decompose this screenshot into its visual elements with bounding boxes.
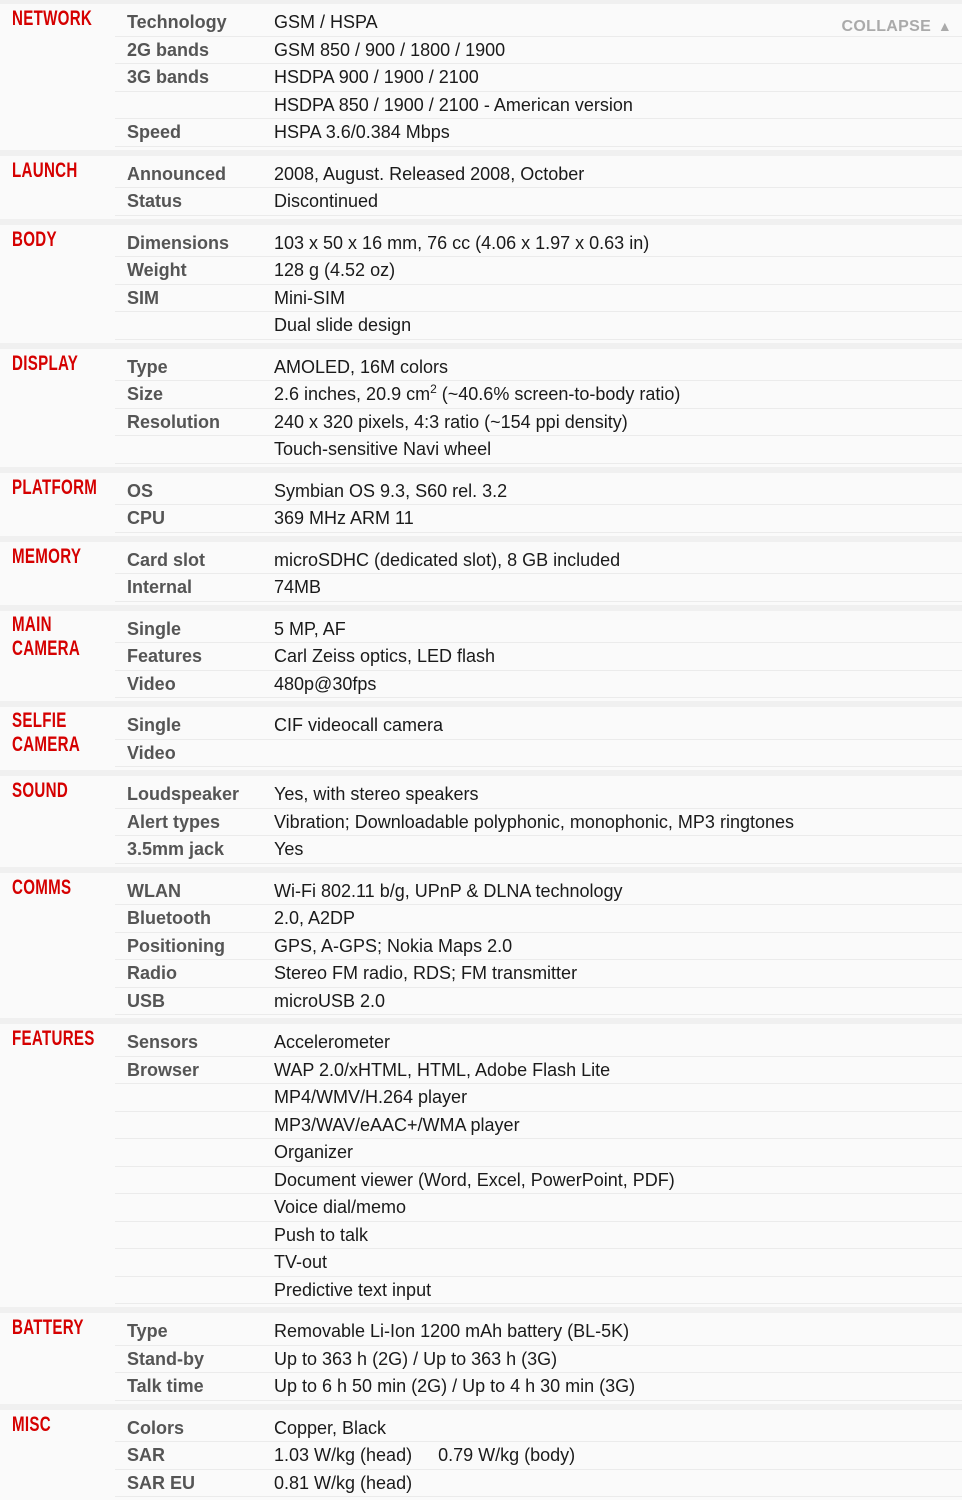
- spec-row: [0, 988, 962, 1016]
- spec-value-text: 480p@30fps: [274, 674, 376, 694]
- collapse-label: COLLAPSE: [842, 18, 932, 35]
- spec-row: [0, 354, 962, 382]
- spec-value-text: Up to 6 h 50 min (2G) / Up to 4 h 30 min (3G): [274, 1376, 635, 1396]
- spec-label[interactable]: Speed: [127, 122, 181, 143]
- spec-row: [0, 478, 962, 506]
- spec-value: [274, 1418, 386, 1439]
- spec-value: [274, 164, 584, 185]
- spec-value-text: 1.03 W/kg (head): [274, 1445, 412, 1465]
- spec-value: [274, 1252, 327, 1273]
- spec-value: [274, 357, 448, 378]
- spec-label[interactable]: Card slot: [127, 550, 205, 571]
- category-label: SOUND: [12, 779, 68, 803]
- spec-value-text: 5 MP, AF: [274, 619, 346, 639]
- row-divider: [115, 697, 962, 698]
- spec-value: [274, 288, 345, 309]
- spec-value-text: WAP 2.0/xHTML, HTML, Adobe Flash Lite: [274, 1060, 610, 1080]
- category-label: MAIN: [12, 613, 80, 637]
- spec-value-text: 0.81 W/kg (head): [274, 1473, 412, 1493]
- spec-value-text: Voice dial/memo: [274, 1197, 406, 1217]
- spec-row: [0, 436, 962, 464]
- row-divider: [115, 1496, 962, 1497]
- spec-value: [274, 508, 414, 529]
- spec-value-text: CIF videocall camera: [274, 715, 443, 735]
- spec-row: [0, 836, 962, 864]
- spec-value: [274, 40, 505, 61]
- spec-label[interactable]: Type: [127, 357, 168, 378]
- spec-value-text: HSDPA 850 / 1900 / 2100 - American version: [274, 95, 633, 115]
- spec-section-battery: [0, 1313, 962, 1404]
- spec-row: [0, 161, 962, 189]
- spec-value-text: Carl Zeiss optics, LED flash: [274, 646, 495, 666]
- spec-value: [274, 715, 443, 736]
- spec-label[interactable]: Features: [127, 646, 202, 667]
- spec-value-text: microSDHC (dedicated slot), 8 GB included: [274, 550, 620, 570]
- spec-label[interactable]: Talk time: [127, 1376, 204, 1397]
- spec-section-platform: [0, 473, 962, 536]
- spec-value: [274, 67, 479, 88]
- spec-value: [274, 233, 649, 254]
- spec-label[interactable]: WLAN: [127, 881, 181, 902]
- row-divider: [115, 215, 962, 216]
- spec-row: [0, 1277, 962, 1305]
- spec-value-text: 369 MHz ARM 11: [274, 508, 414, 528]
- spec-section-features: [0, 1024, 962, 1307]
- spec-row: [0, 1222, 962, 1250]
- spec-row: [0, 1415, 962, 1443]
- spec-value: [274, 674, 376, 695]
- category-label: PLATFORM: [12, 476, 97, 500]
- spec-label[interactable]: 2G bands: [127, 40, 209, 61]
- spec-value-text: Dual slide design: [274, 315, 411, 335]
- spec-label[interactable]: Status: [127, 191, 182, 212]
- spec-value-text: HSDPA 900 / 1900 / 2100: [274, 67, 479, 87]
- spec-row: [0, 616, 962, 644]
- spec-value-text: GSM / HSPA: [274, 12, 378, 32]
- spec-value: [274, 1087, 467, 1108]
- spec-row: [0, 878, 962, 906]
- category-label: SELFIE: [12, 709, 80, 733]
- category-label: NETWORK: [12, 7, 92, 31]
- spec-label[interactable]: Positioning: [127, 936, 225, 957]
- spec-value: [274, 908, 355, 929]
- spec-row: [0, 119, 962, 147]
- spec-label[interactable]: CPU: [127, 508, 165, 529]
- spec-value-text: Accelerometer: [274, 1032, 390, 1052]
- row-divider: [115, 146, 962, 147]
- spec-value-text: Symbian OS 9.3, S60 rel. 3.2: [274, 481, 507, 501]
- spec-label[interactable]: Radio: [127, 963, 177, 984]
- spec-value: [274, 936, 512, 957]
- spec-value: [274, 1376, 635, 1397]
- spec-row: [0, 1194, 962, 1222]
- row-divider: [115, 1014, 962, 1015]
- spec-label[interactable]: OS: [127, 481, 153, 502]
- spec-row: [0, 409, 962, 437]
- spec-row: [0, 312, 962, 340]
- spec-value: [274, 1473, 412, 1494]
- spec-value: [274, 412, 628, 433]
- spec-value: [274, 963, 577, 984]
- spec-row: [0, 1057, 962, 1085]
- spec-section-body: [0, 225, 962, 343]
- spec-value: [274, 784, 478, 805]
- spec-value-text: 128 g (4.52 oz): [274, 260, 395, 280]
- row-divider: [115, 463, 962, 464]
- spec-label[interactable]: Dimensions: [127, 233, 229, 254]
- spec-section-display: [0, 349, 962, 467]
- category-label: MEMORY: [12, 545, 81, 569]
- spec-label[interactable]: Video: [127, 674, 176, 695]
- spec-row: [0, 1373, 962, 1401]
- spec-value-text: Discontinued: [274, 191, 378, 211]
- row-divider: [115, 532, 962, 533]
- spec-label[interactable]: SIM: [127, 288, 159, 309]
- spec-label[interactable]: USB: [127, 991, 165, 1012]
- spec-row: [0, 643, 962, 671]
- spec-value: [274, 1225, 368, 1246]
- spec-row: [0, 1084, 962, 1112]
- spec-row: [0, 257, 962, 285]
- spec-value-text: AMOLED, 16M colors: [274, 357, 448, 377]
- spec-row: [0, 933, 962, 961]
- spec-row: [0, 230, 962, 258]
- spec-row: [0, 809, 962, 837]
- spec-row: [0, 740, 962, 768]
- spec-row: [0, 1249, 962, 1277]
- category-label: MISC: [12, 1413, 51, 1437]
- spec-value-text: MP3/WAV/eAAC+/WMA player: [274, 1115, 520, 1135]
- spec-row: [0, 505, 962, 533]
- spec-value: [274, 439, 491, 460]
- spec-value-text: Mini-SIM: [274, 288, 345, 308]
- spec-row: [0, 1470, 962, 1498]
- spec-value-secondary: 0.79 W/kg (body): [438, 1445, 575, 1465]
- spec-row: [0, 1442, 962, 1470]
- spec-value-text: Up to 363 h (2G) / Up to 363 h (3G): [274, 1349, 557, 1369]
- spec-label[interactable]: Announced: [127, 164, 226, 185]
- spec-row: [0, 64, 962, 92]
- spec-value: [274, 481, 507, 502]
- spec-value-text: HSPA 3.6/0.384 Mbps: [274, 122, 450, 142]
- spec-section-launch: [0, 156, 962, 219]
- spec-row: [0, 37, 962, 65]
- spec-label[interactable]: Resolution: [127, 412, 220, 433]
- spec-label[interactable]: Stand-by: [127, 1349, 204, 1370]
- spec-value: [274, 1321, 629, 1342]
- category-label: LAUNCH: [12, 159, 78, 183]
- category-label: DISPLAY: [12, 352, 78, 376]
- spec-value-text: MP4/WMV/H.264 player: [274, 1087, 467, 1107]
- spec-value: [274, 1142, 353, 1163]
- spec-value: [274, 191, 378, 212]
- spec-label[interactable]: Type: [127, 1321, 168, 1342]
- category-label: CAMERA: [12, 733, 80, 757]
- spec-row: [0, 547, 962, 575]
- spec-section-comms: [0, 873, 962, 1019]
- spec-value-text: 2008, August. Released 2008, October: [274, 164, 584, 184]
- spec-section-sound: [0, 776, 962, 867]
- spec-value-text: GSM 850 / 900 / 1800 / 1900: [274, 40, 505, 60]
- spec-section-memory: [0, 542, 962, 605]
- category-label: BODY: [12, 228, 57, 252]
- spec-value-text-after: (~40.6% screen-to-body ratio): [437, 384, 681, 404]
- triangle-up-icon: ▲: [938, 18, 952, 34]
- row-divider: [115, 863, 962, 864]
- spec-value-text: Document viewer (Word, Excel, PowerPoint, PDF): [274, 1170, 675, 1190]
- spec-value-superscript: 2: [430, 382, 437, 396]
- spec-value: [274, 619, 346, 640]
- spec-row: [0, 188, 962, 216]
- spec-value: [274, 1060, 610, 1081]
- spec-row: [0, 781, 962, 809]
- spec-value: [274, 881, 623, 902]
- row-divider: [115, 1400, 962, 1401]
- spec-row: [0, 712, 962, 740]
- spec-value: [274, 839, 303, 860]
- spec-row: [0, 574, 962, 602]
- spec-label[interactable]: Weight: [127, 260, 187, 281]
- spec-value-text: Wi-Fi 802.11 b/g, UPnP & DLNA technology: [274, 881, 623, 901]
- spec-row: [0, 1029, 962, 1057]
- spec-row: [0, 381, 962, 409]
- spec-row: [0, 1139, 962, 1167]
- spec-section-selfie-camera: [0, 707, 962, 770]
- spec-label[interactable]: SAR: [127, 1445, 165, 1466]
- spec-section-network: [0, 4, 962, 150]
- spec-value-text: GPS, A-GPS; Nokia Maps 2.0: [274, 936, 512, 956]
- spec-value-text: Yes, with stereo speakers: [274, 784, 478, 804]
- spec-value: [274, 260, 395, 281]
- category-label: BATTERY: [12, 1316, 84, 1340]
- spec-label[interactable]: Single: [127, 715, 181, 736]
- spec-value-text: Removable Li-Ion 1200 mAh battery (BL-5K): [274, 1321, 629, 1341]
- spec-value-text: Touch-sensitive Navi wheel: [274, 439, 491, 459]
- category-label: FEATURES: [12, 1027, 95, 1051]
- spec-value: [274, 1280, 431, 1301]
- spec-value-text: TV-out: [274, 1252, 327, 1272]
- spec-section-main-camera: [0, 611, 962, 702]
- spec-value: [274, 95, 633, 116]
- spec-value: [274, 646, 495, 667]
- spec-label[interactable]: 3G bands: [127, 67, 209, 88]
- spec-value: [274, 812, 794, 833]
- spec-label[interactable]: Alert types: [127, 812, 220, 833]
- spec-row: [0, 9, 962, 37]
- row-divider: [115, 601, 962, 602]
- spec-label[interactable]: Technology: [127, 12, 227, 33]
- spec-value: [274, 122, 450, 143]
- spec-label[interactable]: Single: [127, 619, 181, 640]
- spec-value: [274, 550, 620, 571]
- spec-label[interactable]: Sensors: [127, 1032, 198, 1053]
- spec-value-text: 2.0, A2DP: [274, 908, 355, 928]
- spec-value: [274, 1032, 390, 1053]
- spec-value-text: Stereo FM radio, RDS; FM transmitter: [274, 963, 577, 983]
- spec-label[interactable]: Colors: [127, 1418, 184, 1439]
- spec-label[interactable]: 3.5mm jack: [127, 839, 224, 860]
- spec-value: [274, 1170, 675, 1191]
- spec-section-misc: [0, 1410, 962, 1500]
- spec-row: [0, 1318, 962, 1346]
- spec-value-text: Push to talk: [274, 1225, 368, 1245]
- collapse-button[interactable]: [842, 18, 952, 36]
- spec-row: [0, 1167, 962, 1195]
- spec-label[interactable]: Browser: [127, 1060, 199, 1081]
- spec-value-text: Predictive text input: [274, 1280, 431, 1300]
- spec-row: [0, 671, 962, 699]
- spec-value-text: Copper, Black: [274, 1418, 386, 1438]
- spec-value-text: 103 x 50 x 16 mm, 76 cc (4.06 x 1.97 x 0.63 in): [274, 233, 649, 253]
- category-label: CAMERA: [12, 637, 80, 661]
- spec-row: [0, 1112, 962, 1140]
- spec-value: [274, 1349, 557, 1370]
- row-divider: [115, 339, 962, 340]
- spec-value-text: Organizer: [274, 1142, 353, 1162]
- spec-value-text: Vibration; Downloadable polyphonic, monophonic, MP3 ringtones: [274, 812, 794, 832]
- spec-value-text: microUSB 2.0: [274, 991, 385, 1011]
- spec-row: [0, 1346, 962, 1374]
- spec-value: [274, 1115, 520, 1136]
- spec-row: [0, 285, 962, 313]
- spec-label[interactable]: Video: [127, 743, 176, 764]
- spec-value-text: 240 x 320 pixels, 4:3 ratio (~154 ppi density): [274, 412, 628, 432]
- spec-value: [274, 1197, 406, 1218]
- spec-value: [274, 577, 321, 598]
- spec-value-text: Yes: [274, 839, 303, 859]
- spec-label[interactable]: SAR EU: [127, 1473, 195, 1494]
- spec-value: [274, 315, 411, 336]
- spec-value-text: 74MB: [274, 577, 321, 597]
- spec-row: [0, 905, 962, 933]
- spec-value: [274, 1445, 575, 1466]
- spec-value: [274, 12, 378, 33]
- spec-label[interactable]: Size: [127, 384, 163, 405]
- spec-value: [274, 384, 680, 405]
- row-divider: [115, 1303, 962, 1304]
- spec-row: [0, 960, 962, 988]
- row-divider: [115, 766, 962, 767]
- spec-value-text: 2.6 inches, 20.9 cm: [274, 384, 430, 404]
- spec-label[interactable]: Bluetooth: [127, 908, 211, 929]
- spec-label[interactable]: Internal: [127, 577, 192, 598]
- spec-label[interactable]: Loudspeaker: [127, 784, 239, 805]
- category-label: COMMS: [12, 876, 71, 900]
- spec-value: [274, 991, 385, 1012]
- spec-row: [0, 92, 962, 120]
